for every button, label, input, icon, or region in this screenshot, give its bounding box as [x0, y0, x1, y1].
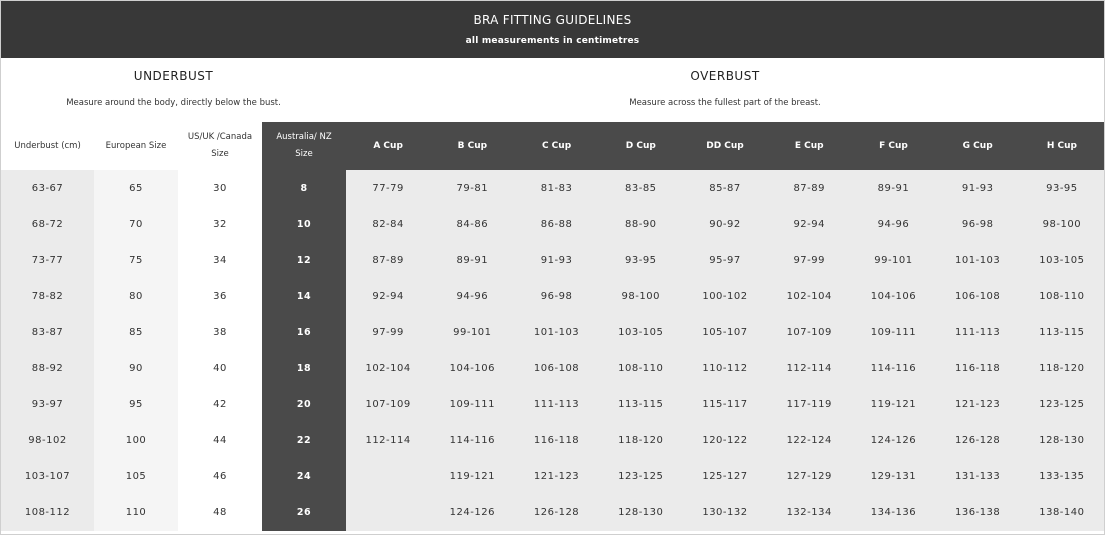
cell-cup: 91-93 — [961, 182, 994, 194]
cell-cup: 85-87 — [709, 182, 741, 194]
cell-cup: 138-140 — [1039, 506, 1085, 518]
cell-cup: 106-108 — [533, 362, 580, 374]
cell-cup: 94-96 — [456, 290, 489, 302]
cell-cup: 93-95 — [1046, 182, 1078, 194]
page-subtitle: all measurements in centimetres — [465, 36, 640, 46]
cell-au: 12 — [296, 254, 312, 266]
cell-cup: 113-115 — [1039, 326, 1085, 338]
overbust-title: OVERBUST — [690, 69, 760, 83]
cell-cup: 121-123 — [955, 398, 1001, 410]
column-header-australia-line1: Australia/ NZ — [276, 132, 332, 142]
cell-cup: 106-108 — [955, 290, 1001, 302]
cell-cup: 119-121 — [449, 470, 495, 482]
cell-underbust: 68-72 — [31, 218, 64, 230]
cell-us: 48 — [213, 506, 227, 518]
cell-cup: 104-106 — [449, 362, 495, 374]
cell-au: 8 — [300, 182, 308, 194]
cell-cup: 111-113 — [533, 398, 580, 410]
cell-european: 85 — [129, 326, 143, 338]
cell-cup: 87-89 — [372, 254, 404, 266]
underbust-subtitle: Measure around the body, directly below the bust. — [66, 98, 281, 108]
cell-european: 70 — [129, 218, 143, 230]
column-header-australia-line2: Size — [295, 149, 313, 159]
cell-cup: 124-126 — [870, 434, 917, 446]
cell-european: 80 — [129, 290, 143, 302]
cell-cup: 100-102 — [702, 290, 748, 302]
cell-cup: 86-88 — [540, 218, 573, 230]
column-header-cup: C Cup — [541, 141, 572, 151]
cell-cup: 120-122 — [702, 434, 748, 446]
cell-au: 16 — [296, 326, 312, 338]
cell-cup: 102-104 — [786, 290, 832, 302]
cell-cup: 82-84 — [372, 218, 404, 230]
cell-us: 36 — [213, 290, 227, 302]
cell-cup: 110-112 — [702, 362, 748, 374]
cell-cup — [346, 494, 430, 530]
column-header-us-uk-line2: Size — [211, 149, 229, 159]
cell-cup: 113-115 — [618, 398, 664, 410]
cell-cup: 134-136 — [870, 506, 917, 518]
cell-cup: 130-132 — [702, 506, 748, 518]
cell-cup: 116-118 — [533, 434, 580, 446]
cell-cup: 98-100 — [1042, 218, 1082, 230]
column-header-underbust: Underbust (cm) — [14, 140, 81, 151]
cell-cup: 98-100 — [621, 290, 660, 302]
cell-cup: 103-105 — [1039, 254, 1085, 266]
cell-european: 75 — [129, 254, 143, 266]
cell-au: 24 — [296, 470, 312, 482]
cell-au: 26 — [296, 506, 312, 518]
cell-cup: 77-79 — [372, 182, 404, 194]
cell-cup — [346, 458, 430, 494]
cell-us: 44 — [213, 434, 227, 446]
column-header-us-uk-line1: US/UK /Canada — [187, 132, 253, 142]
underbust-title: UNDERBUST — [133, 69, 214, 83]
cell-cup: 109-111 — [870, 326, 917, 338]
cell-us: 34 — [213, 254, 227, 266]
cell-european: 65 — [129, 182, 143, 194]
page-title: BRA FITTING GUIDELINES — [473, 13, 632, 27]
cell-cup: 103-105 — [618, 326, 664, 338]
cell-us: 32 — [213, 218, 227, 230]
cell-cup: 127-129 — [786, 470, 832, 482]
cell-cup: 112-114 — [786, 362, 832, 374]
column-header-cup: G Cup — [962, 141, 993, 151]
cell-cup: 115-117 — [702, 398, 748, 410]
page-header — [1, 1, 1104, 58]
cell-cup: 116-118 — [955, 362, 1001, 374]
column-header-cup: D Cup — [625, 141, 656, 151]
cell-us: 38 — [213, 326, 227, 338]
overbust-subtitle: Measure across the fullest part of the breast. — [629, 98, 821, 108]
cell-underbust: 73-77 — [31, 254, 64, 266]
cell-us: 30 — [213, 182, 227, 194]
cell-underbust: 93-97 — [31, 398, 64, 410]
column-header-cup: E Cup — [794, 141, 824, 151]
cell-cup: 96-98 — [961, 218, 994, 230]
cell-cup: 118-120 — [1039, 362, 1085, 374]
cell-cup: 84-86 — [456, 218, 489, 230]
cell-cup: 128-130 — [1039, 434, 1085, 446]
cell-cup: 107-109 — [365, 398, 411, 410]
cell-cup: 132-134 — [786, 506, 832, 518]
cell-underbust: 108-112 — [24, 506, 71, 518]
cell-cup: 102-104 — [365, 362, 411, 374]
cell-underbust: 88-92 — [31, 362, 64, 374]
cell-underbust: 78-82 — [31, 290, 64, 302]
cell-cup: 81-83 — [540, 182, 573, 194]
cell-cup: 125-127 — [702, 470, 748, 482]
cell-cup: 89-91 — [456, 254, 489, 266]
cell-cup: 101-103 — [533, 326, 580, 338]
cell-cup: 118-120 — [618, 434, 664, 446]
column-header-australia — [262, 122, 346, 170]
cell-cup: 89-91 — [877, 182, 910, 194]
cell-us: 46 — [213, 470, 227, 482]
cell-cup: 99-101 — [453, 326, 492, 338]
cell-underbust: 63-67 — [31, 182, 64, 194]
cell-cup: 92-94 — [372, 290, 404, 302]
cell-cup: 108-110 — [618, 362, 664, 374]
cell-us: 42 — [213, 398, 227, 410]
cell-us: 40 — [213, 362, 227, 374]
cell-cup: 105-107 — [702, 326, 748, 338]
cell-cup: 111-113 — [955, 326, 1001, 338]
column-header-cup: H Cup — [1046, 141, 1077, 151]
cell-cup: 96-98 — [540, 290, 573, 302]
cell-cup: 87-89 — [793, 182, 825, 194]
cell-european: 100 — [125, 434, 147, 446]
cell-cup: 109-111 — [449, 398, 495, 410]
cell-cup: 114-116 — [449, 434, 495, 446]
cell-cup: 131-133 — [955, 470, 1001, 482]
cell-cup: 122-124 — [786, 434, 832, 446]
cell-cup: 108-110 — [1039, 290, 1085, 302]
cell-cup: 95-97 — [709, 254, 741, 266]
cell-cup: 129-131 — [870, 470, 917, 482]
cell-cup: 91-93 — [540, 254, 573, 266]
cell-au: 20 — [296, 398, 312, 410]
cell-cup: 90-92 — [709, 218, 741, 230]
cell-cup: 117-119 — [786, 398, 832, 410]
cell-cup: 94-96 — [877, 218, 910, 230]
column-header-cup: F Cup — [879, 141, 908, 151]
cell-cup: 97-99 — [372, 326, 404, 338]
cell-european: 110 — [125, 506, 147, 518]
cell-au: 22 — [296, 434, 312, 446]
cell-cup: 112-114 — [365, 434, 411, 446]
column-header-us-uk — [178, 122, 262, 170]
cell-cup: 123-125 — [618, 470, 664, 482]
cell-cup: 104-106 — [870, 290, 917, 302]
cell-cup: 92-94 — [793, 218, 825, 230]
cell-cup: 83-85 — [624, 182, 657, 194]
cell-european: 90 — [129, 362, 143, 374]
cell-cup: 93-95 — [624, 254, 657, 266]
cell-cup: 99-101 — [874, 254, 913, 266]
cell-cup: 123-125 — [1039, 398, 1085, 410]
column-header-cup: DD Cup — [706, 141, 744, 151]
cell-cup: 121-123 — [533, 470, 580, 482]
cell-au: 14 — [296, 290, 312, 302]
cell-cup: 79-81 — [456, 182, 489, 194]
cell-cup: 126-128 — [955, 434, 1001, 446]
cell-cup: 119-121 — [870, 398, 917, 410]
cell-au: 18 — [296, 362, 312, 374]
cell-european: 105 — [125, 470, 147, 482]
cell-au: 10 — [296, 218, 312, 230]
column-header-cup: B Cup — [457, 141, 488, 151]
cell-cup: 107-109 — [786, 326, 832, 338]
column-header-cup: A Cup — [373, 141, 403, 151]
cell-underbust: 98-102 — [28, 434, 67, 446]
cell-cup: 88-90 — [624, 218, 657, 230]
cell-cup: 128-130 — [618, 506, 664, 518]
cell-underbust: 83-87 — [31, 326, 64, 338]
cell-cup: 124-126 — [449, 506, 495, 518]
cell-cup: 133-135 — [1039, 470, 1085, 482]
cell-cup: 101-103 — [955, 254, 1001, 266]
cell-cup: 114-116 — [870, 362, 917, 374]
column-header-european: European Size — [105, 140, 167, 151]
cell-european: 95 — [129, 398, 143, 410]
cell-cup: 126-128 — [533, 506, 580, 518]
cell-underbust: 103-107 — [24, 470, 71, 482]
cell-cup: 136-138 — [955, 506, 1001, 518]
cell-cup: 97-99 — [793, 254, 825, 266]
